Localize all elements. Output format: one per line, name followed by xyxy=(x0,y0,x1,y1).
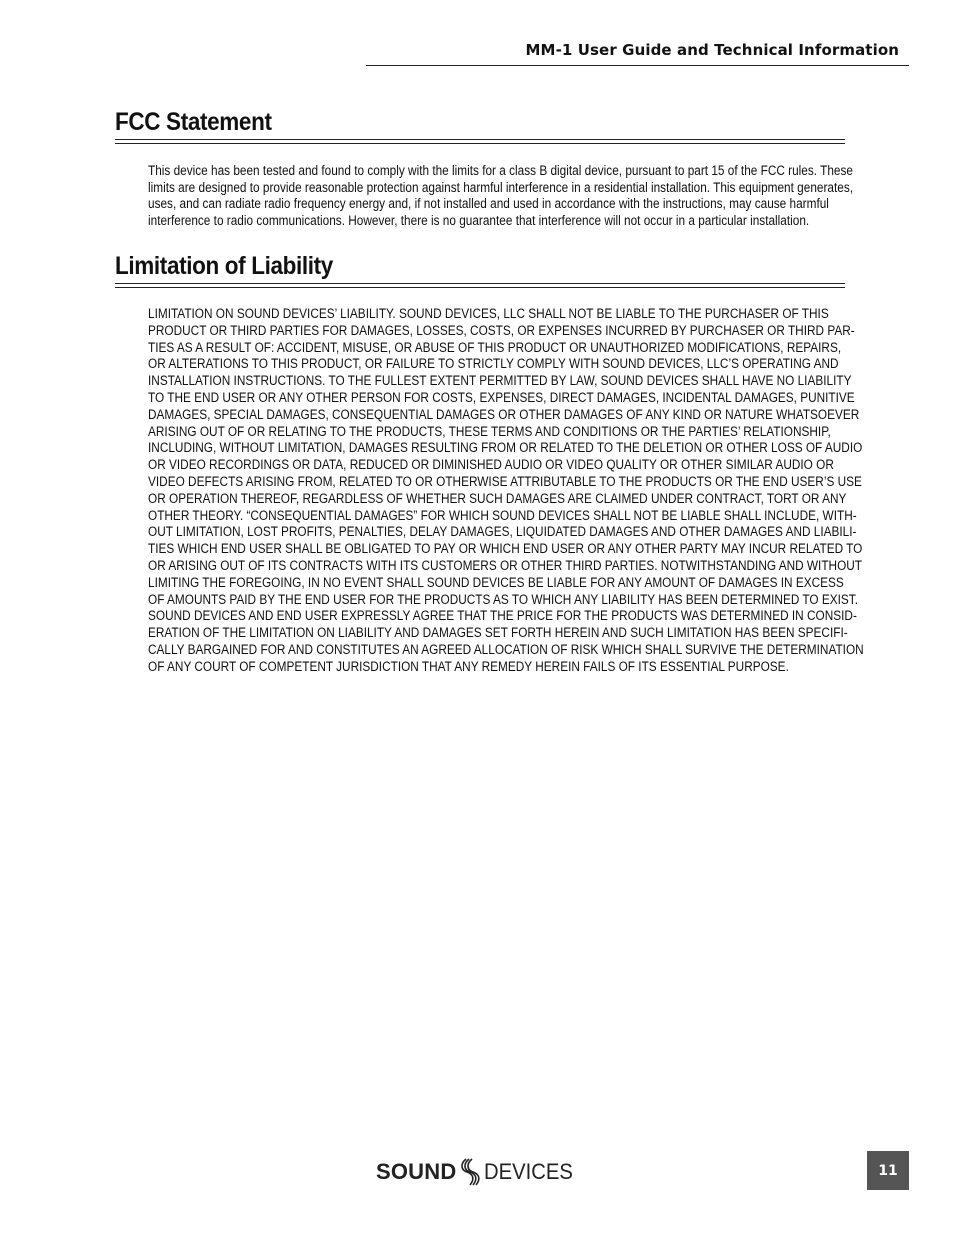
text-line: TIES AS A RESULT OF: ACCIDENT, MISUSE, OR ABUSE OF THIS PRODUCT OR UNAUTHORIZED MODIFICATIONS, REPAIRS, xyxy=(148,339,842,355)
text-line: DAMAGES, SPECIAL DAMAGES, CONSEQUENTIAL DAMAGES OR OTHER DAMAGES OF ANY KIND OR NATURE WHATSOEVER xyxy=(148,406,860,422)
text-line: TIES WHICH END USER SHALL BE OBLIGATED TO PAY OR WHICH END USER OR ANY OTHER PARTY MAY INCUR RELATED TO xyxy=(148,541,863,557)
text-line: OF ANY COURT OF COMPETENT JURISDICTION THAT ANY REMEDY HEREIN FAILS OF ITS ESSENTIAL PURPOSE. xyxy=(148,658,789,674)
text-line: SOUND DEVICES AND END USER EXPRESSLY AGREE THAT THE PRICE FOR THE PRODUCTS WAS DETERMINED IN CONSID- xyxy=(148,608,857,624)
text-line: uses, and can radiate radio frequency energy and, if not installed and used in accordance with the instructions, may cause harmful xyxy=(148,196,829,212)
text-line: OR ALTERATIONS TO THIS PRODUCT, OR FAILURE TO STRICTLY COMPLY WITH SOUND DEVICES, LLC’S OPERATING AND xyxy=(148,356,839,372)
text-line: interference to radio communications. However, there is no guarantee that interference will not occur in a particular installation. xyxy=(148,213,810,229)
text-line: limits are designed to provide reasonable protection against harmful interference in a residential installation. This equipment generates, xyxy=(148,179,854,195)
text-line: PRODUCT OR THIRD PARTIES FOR DAMAGES, LOSSES, COSTS, OR EXPENSES INCURRED BY PURCHASER OR THIRD PAR- xyxy=(148,322,855,338)
logo-devices-text: DEVICES xyxy=(484,1159,574,1184)
sound-devices-logo xyxy=(376,1156,581,1188)
text-line: TO THE END USER OR ANY OTHER PERSON FOR COSTS, EXPENSES, DIRECT DAMAGES, INCIDENTAL DAMAGES, PUNITIVE xyxy=(148,389,855,405)
running-header xyxy=(366,40,909,66)
text-line: OR ARISING OUT OF ITS CONTRACTS WITH ITS CUSTOMERS OR OTHER THIRD PARTIES. NOTWITHSTANDING AND WITHOUT xyxy=(148,557,863,573)
text-line: ARISING OUT OF OR RELATING TO THE PRODUCTS, THESE TERMS AND CONDITIONS OR THE PARTIES’ RELATIONSHIP, xyxy=(148,423,831,439)
text-line: VIDEO DEFECTS ARISING FROM, RELATED TO OR OTHERWISE ATTRIBUTABLE TO THE PRODUCTS OR THE END USER’S USE xyxy=(148,473,862,489)
text-line: OF AMOUNTS PAID BY THE END USER FOR THE PRODUCTS AS TO WHICH ANY LIABILITY HAS BEEN DETERMINED TO EXIST. xyxy=(148,591,859,607)
document-title: MM-1 User Guide and Technical Information xyxy=(525,41,899,59)
text-line: LIMITING THE FOREGOING, IN NO EVENT SHALL SOUND DEVICES BE LIABLE FOR ANY AMOUNT OF DAMAGES IN EXCESS xyxy=(148,574,844,590)
text-line: INCLUDING, WITHOUT LIMITATION, DAMAGES RESULTING FROM OR RELATED TO THE DELETION OR OTHER LOSS OF AUDIO xyxy=(148,440,863,456)
logo-sound-text: SOUND xyxy=(376,1159,457,1184)
limitation-of-liability-heading: Limitation of Liability xyxy=(115,252,333,280)
fcc-statement-body xyxy=(148,163,854,230)
text-line: OUT LIMITATION, LOST PROFITS, PENALTIES, DELAY DAMAGES, LIQUIDATED DAMAGES AND OTHER DAMAGES AND LIABILI- xyxy=(148,524,857,540)
text-line: INSTALLATION INSTRUCTIONS. TO THE FULLEST EXTENT PERMITTED BY LAW, SOUND DEVICES SHALL HAVE NO LIABILITY xyxy=(148,373,852,389)
fcc-statement-heading: FCC Statement xyxy=(115,108,272,136)
page-number: 11 xyxy=(867,1151,909,1190)
liability-heading-rule xyxy=(115,283,845,288)
text-line: This device has been tested and found to comply with the limits for a class B digital device, pursuant to part 15 of the FCC rules. These xyxy=(148,163,853,178)
text-line: OR VIDEO RECORDINGS OR DATA, REDUCED OR DIMINISHED AUDIO OR VIDEO QUALITY OR OTHER SIMILAR AUDIO OR xyxy=(148,457,834,473)
text-line: OTHER THEORY. “CONSEQUENTIAL DAMAGES” FOR WHICH SOUND DEVICES SHALL NOT BE LIABLE SHALL INCLUDE, WITH- xyxy=(148,507,857,523)
sound-devices-swirl-icon xyxy=(457,1156,483,1188)
text-line: ERATION OF THE LIMITATION ON LIABILITY AND DAMAGES SET FORTH HEREIN AND SUCH LIMITATION HAS BEEN SPECIFI- xyxy=(148,625,848,641)
limitation-of-liability-body xyxy=(148,306,864,676)
text-line: CALLY BARGAINED FOR AND CONSTITUTES AN AGREED ALLOCATION OF RISK WHICH SHALL SURVIVE THE DETERMINATION xyxy=(148,641,864,657)
text-line: OR OPERATION THEREOF, REGARDLESS OF WHETHER SUCH DAMAGES ARE CLAIMED UNDER CONTRACT, TORT OR ANY xyxy=(148,490,847,506)
fcc-heading-rule xyxy=(115,139,845,144)
text-line: LIMITATION ON SOUND DEVICES’ LIABILITY. SOUND DEVICES, LLC SHALL NOT BE LIABLE TO THE PURCHASER OF THIS xyxy=(148,306,829,321)
